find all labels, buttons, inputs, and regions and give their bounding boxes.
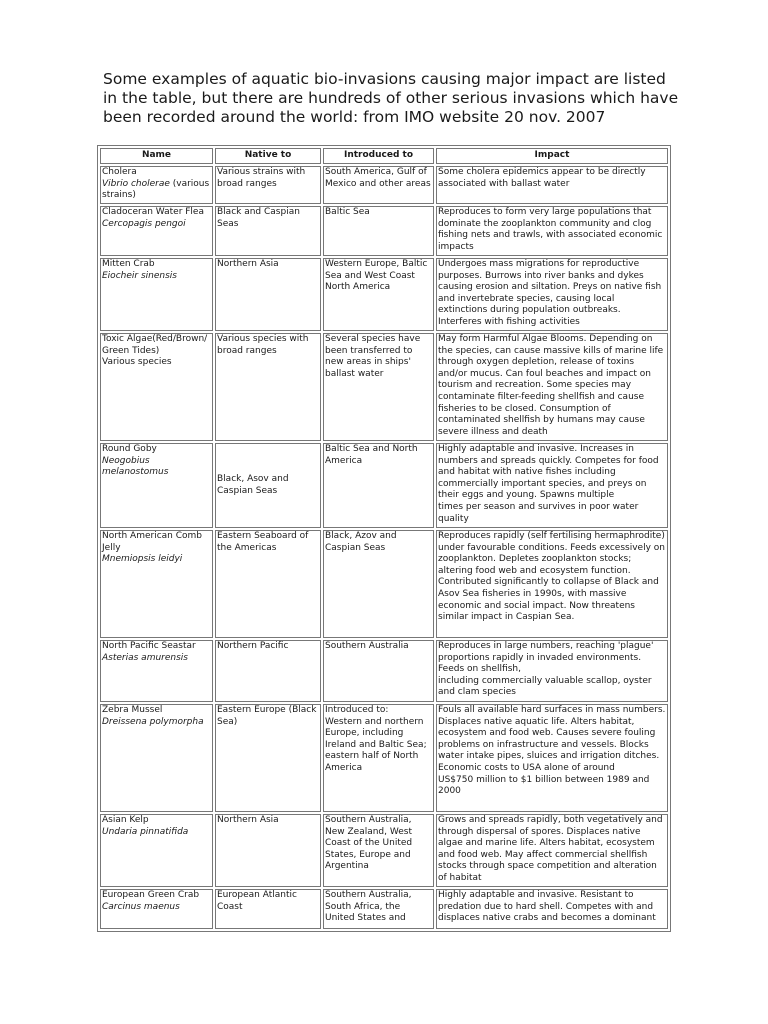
- table-row: [100, 530, 668, 638]
- cell-name: [100, 814, 213, 887]
- cell-impact: Fouls all available hard surfaces in mass numbers. Displaces native aquatic life. Alters habitat, ecosystem and food web. Causes severe fouling problems on infrastructure and vessels. Blocks water intake pipes, sluices and irrigation ditches. Economic costs to USA alone of around US$750 million to $1 billion between 1989 and 2000: [436, 704, 668, 812]
- cell-native-to: Eastern Seaboard of the Americas: [215, 530, 321, 638]
- scientific-name: Vibrio cholerae: [102, 178, 170, 189]
- table-row: [100, 889, 668, 929]
- cell-introduced-to: South America, Gulf of Mexico and other areas: [323, 166, 434, 204]
- common-name: Cholera: [102, 167, 137, 177]
- cell-impact: Highly adaptable and invasive. Resistant to predation due to hard shell. Competes with and displaces native crabs and becomes a dominant: [436, 889, 668, 929]
- table-row: [100, 166, 668, 204]
- cell-introduced-to: Southern Australia: [323, 640, 434, 702]
- cell-native-to: Various species with broad ranges: [215, 333, 321, 441]
- common-name: Zebra Mussel: [102, 705, 163, 715]
- cell-impact: Grows and spreads rapidly, both vegetatively and through dispersal of spores. Displaces native algae and marine life. Alters habitat, ecosystem and food web. May affect commercial shellfish stocks through space competition and alteration of habitat: [436, 814, 668, 887]
- cell-native-to: Northern Asia: [215, 258, 321, 331]
- cell-name: [100, 443, 213, 528]
- cell-introduced-to: Several species have been transferred to new areas in ships' ballast water: [323, 333, 434, 441]
- invasions-table: [97, 145, 671, 932]
- cell-introduced-to: Introduced to: Western and northern Europe, including Ireland and Baltic Sea; eastern half of North America: [323, 704, 434, 812]
- common-name: North Pacific Seastar: [102, 641, 196, 651]
- cell-introduced-to: Western Europe, Baltic Sea and West Coast North America: [323, 258, 434, 331]
- cell-introduced-to: Baltic Sea and North America: [323, 443, 434, 528]
- cell-name: [100, 258, 213, 331]
- common-name: North American Comb Jelly: [102, 531, 202, 553]
- cell-native-to: European Atlantic Coast: [215, 889, 321, 929]
- scientific-name: Mnemiopsis leidyi: [102, 554, 183, 565]
- intro-paragraph: Some examples of aquatic bio-invasions causing major impact are listed in the table, but there are hundreds of other serious invasions which have been recorded around the world: from IMO website 20 nov. 2007: [103, 70, 679, 126]
- table-row: [100, 333, 668, 441]
- cell-name: [100, 530, 213, 638]
- scientific-name: Asterias amurensis: [102, 652, 188, 663]
- common-name: Mitten Crab: [102, 259, 155, 269]
- scientific-name: Undaria pinnatifida: [102, 826, 189, 837]
- table-row: [100, 206, 668, 256]
- scientific-name: Neogobius melanostomus: [102, 455, 169, 478]
- cell-impact: Undergoes mass migrations for reproductive purposes. Burrows into river banks and dykes causing erosion and siltation. Preys on native fish and invertebrate species, causing local extinctions during population outbreaks. Interferes with fishing activities: [436, 258, 668, 331]
- common-name: Cladoceran Water Flea: [102, 207, 204, 217]
- header-native-to: Native to: [215, 148, 321, 164]
- header-impact: Impact: [436, 148, 668, 164]
- common-name: Asian Kelp: [102, 815, 149, 825]
- scientific-name: Carcinus maenus: [102, 901, 180, 912]
- invasions-table-container: [97, 145, 671, 945]
- cell-native-to: Northern Pacific: [215, 640, 321, 702]
- common-name: European Green Crab: [102, 890, 200, 900]
- cell-impact: May form Harmful Algae Blooms. Depending on the species, can cause massive kills of marine life through oxygen depletion, release of toxins and/or mucus. Can foul beaches and impact on tourism and recreation. Some species may contaminate filter-feeding shellfish and cause fisheries to be closed. Consumption of contaminated shellfish by humans may cause severe illness and death: [436, 333, 668, 441]
- table-row: [100, 814, 668, 887]
- cell-native-to: Black and Caspian Seas: [215, 206, 321, 256]
- cell-name: [100, 640, 213, 702]
- cell-introduced-to: Southern Australia, New Zealand, West Coast of the United States, Europe and Argentina: [323, 814, 434, 887]
- header-name: Name: [100, 148, 213, 164]
- cell-native-to: Black, Asov and Caspian Seas: [215, 443, 321, 528]
- common-name: Round Goby: [102, 444, 157, 454]
- table-row: [100, 640, 668, 702]
- table-row: [100, 704, 668, 812]
- scientific-name: Eiocheir sinensis: [102, 270, 177, 281]
- cell-native-to: Eastern Europe (Black Sea): [215, 704, 321, 812]
- table-row: [100, 258, 668, 331]
- cell-impact: Highly adaptable and invasive. Increases in numbers and spreads quickly. Competes for food and habitat with native fishes including commercially important species, and preys on their eggs and young. Spawns multiple times per season and survives in poor water quality: [436, 443, 668, 528]
- cell-name: Toxic Algae(Red/Brown/ Green Tides) Various species: [100, 333, 213, 441]
- cell-name: [100, 166, 213, 204]
- table-row: [100, 443, 668, 528]
- table-header-row: [100, 148, 668, 164]
- header-introduced-to: Introduced to: [323, 148, 434, 164]
- cell-impact: Reproduces to form very large populations that dominate the zooplankton community and clog fishing nets and trawls, with associated economic impacts: [436, 206, 668, 256]
- cell-name: [100, 704, 213, 812]
- cell-native-to: Northern Asia: [215, 814, 321, 887]
- cell-impact: Some cholera epidemics appear to be directly associated with ballast water: [436, 166, 668, 204]
- cell-introduced-to: Baltic Sea: [323, 206, 434, 256]
- cell-native-to: Various strains with broad ranges: [215, 166, 321, 204]
- scientific-name: Cercopagis pengoi: [102, 218, 186, 229]
- cell-introduced-to: Black, Azov and Caspian Seas: [323, 530, 434, 638]
- cell-name: [100, 206, 213, 256]
- cell-impact: Reproduces in large numbers, reaching 'plague' proportions rapidly in invaded environments. Feeds on shellfish, including commercially valuable scallop, oyster and clam species: [436, 640, 668, 702]
- cell-name: [100, 889, 213, 929]
- name-extra: (various strains): [102, 178, 210, 201]
- cell-impact: Reproduces rapidly (self fertilising hermaphrodite) under favourable conditions. Feeds excessively on zooplankton. Depletes zooplankton stocks; altering food web and ecosystem function. Contributed significantly to collapse of Black and Asov Sea fisheries in 1990s, with massive economic and social impact. Now threatens similar impact in Caspian Sea.: [436, 530, 668, 638]
- cell-introduced-to: Southern Australia, South Africa, the United States and: [323, 889, 434, 929]
- scientific-name: Dreissena polymorpha: [102, 716, 204, 727]
